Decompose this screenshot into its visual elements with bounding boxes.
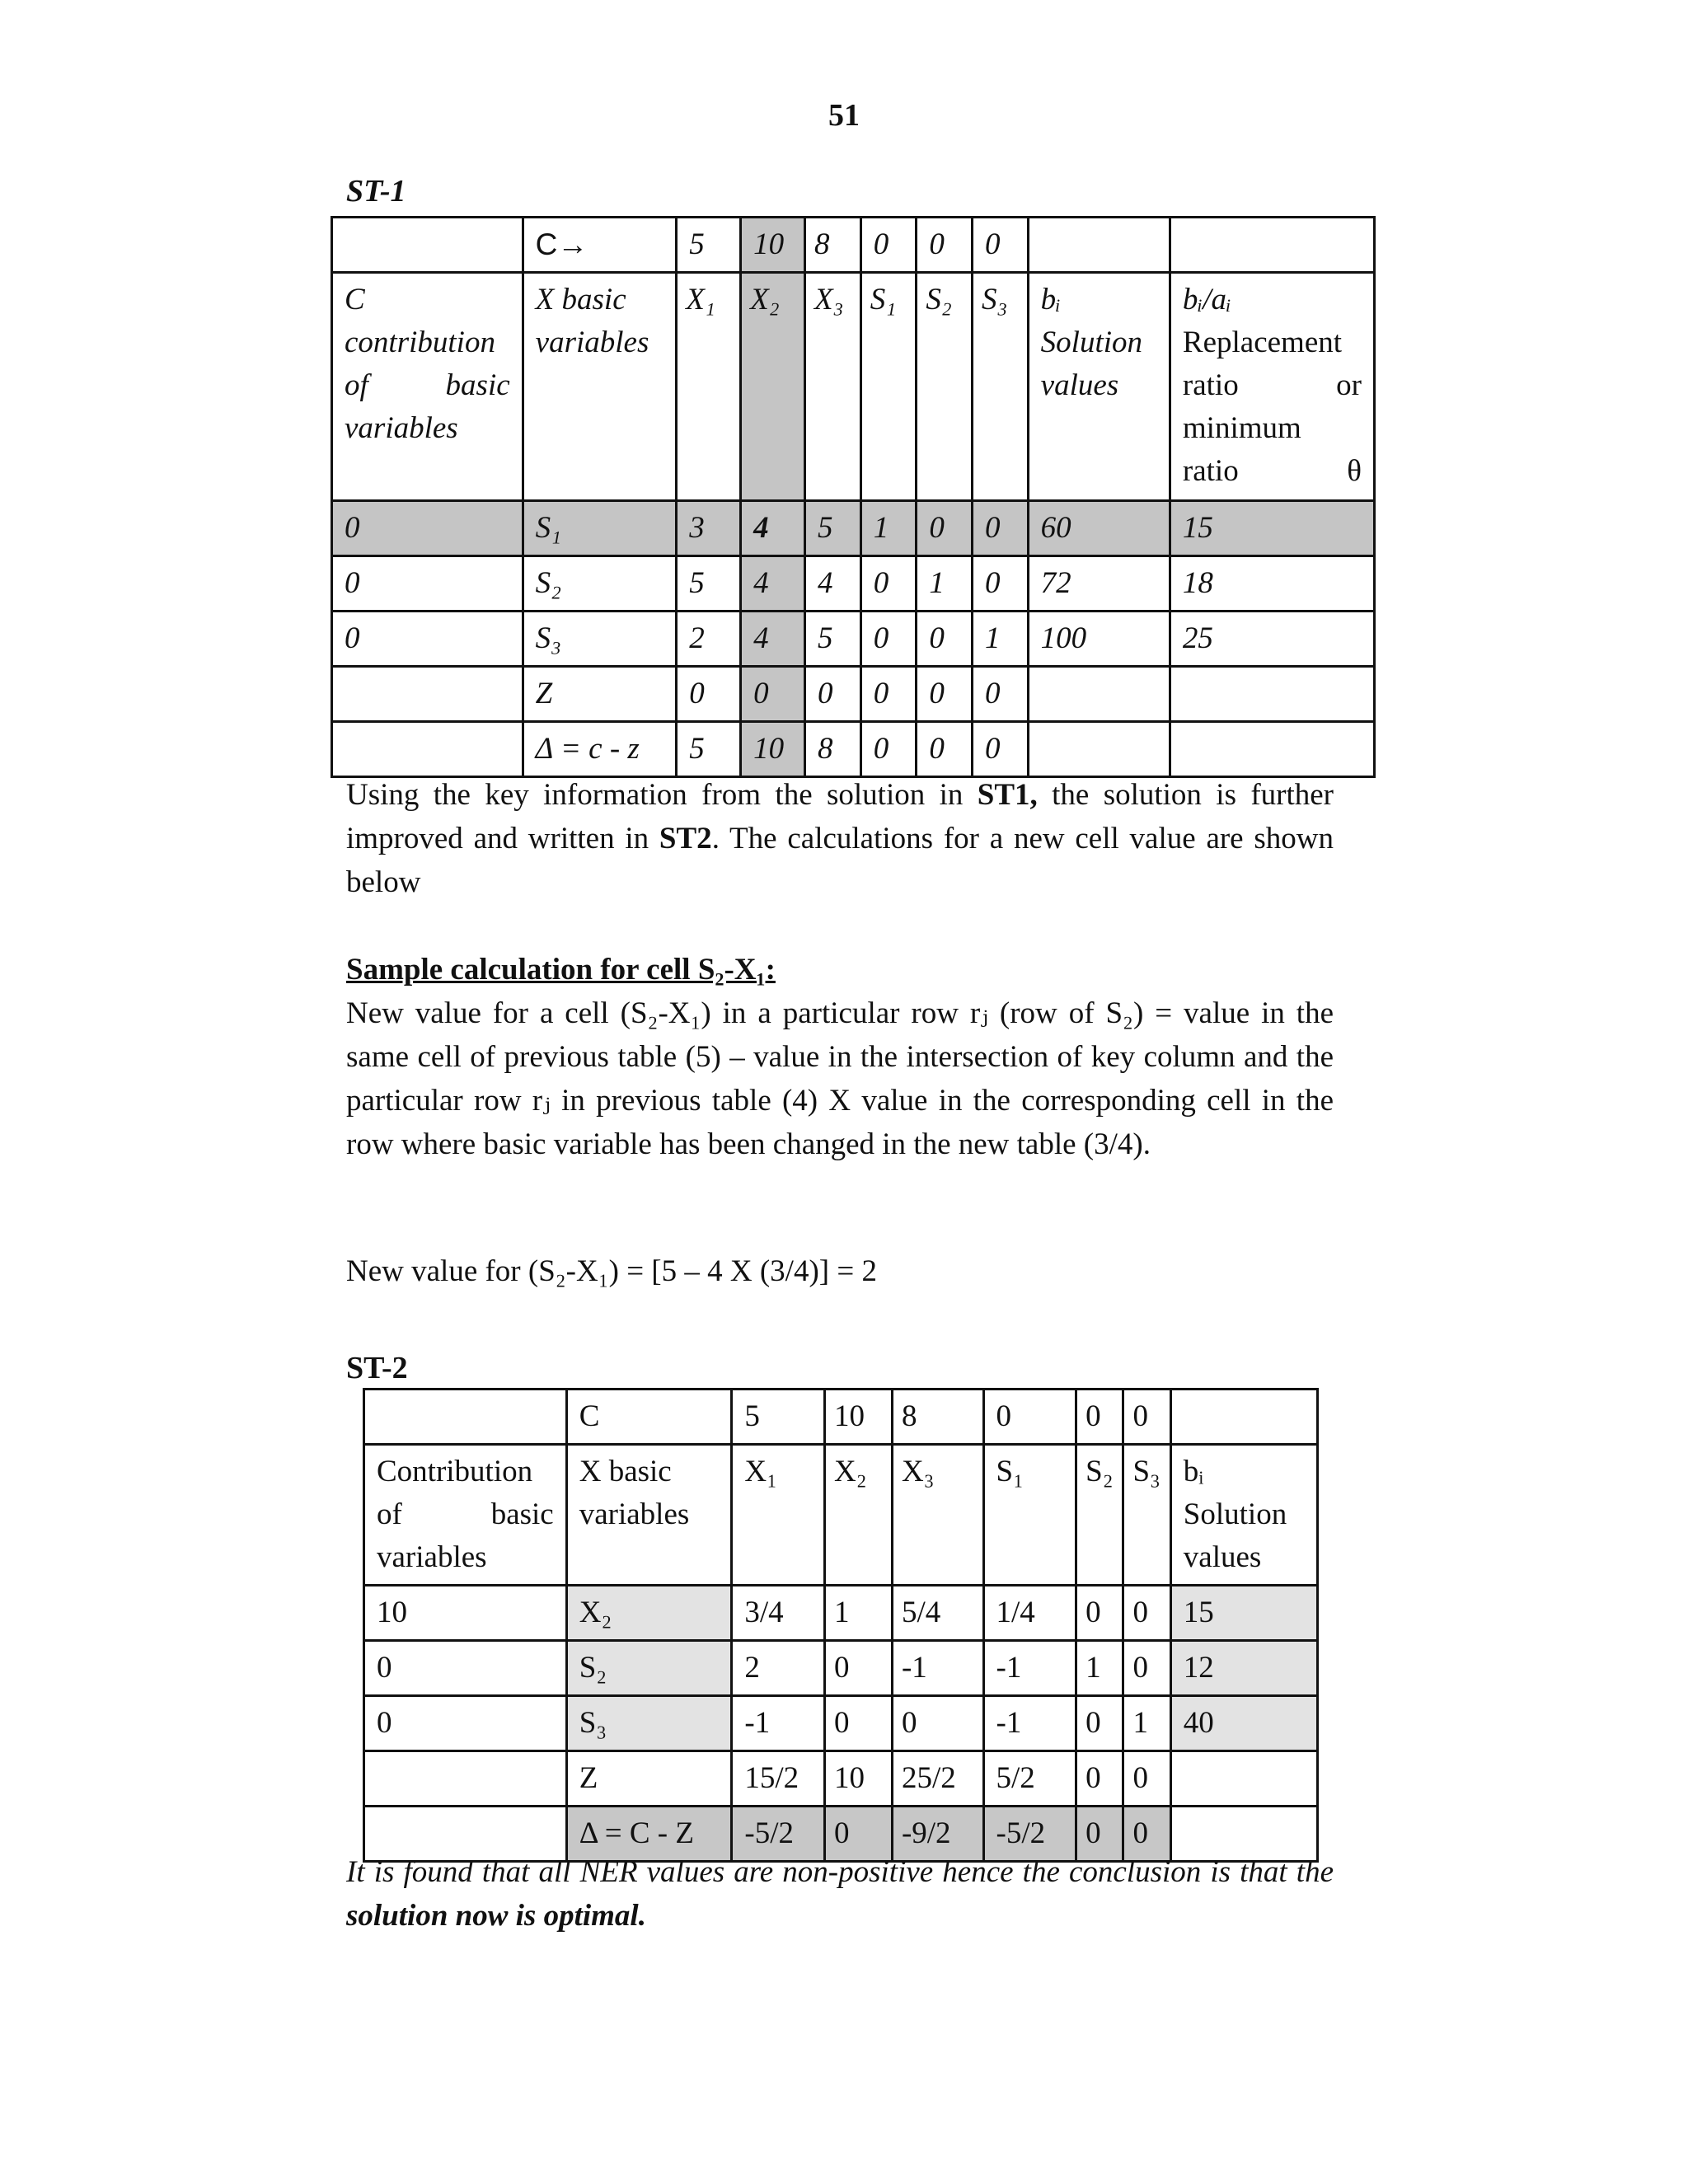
st1-header-var: X₁ <box>677 273 741 501</box>
st1-row-c: 0 <box>332 556 523 612</box>
st2-row-basis: S₃ <box>566 1696 732 1751</box>
st1-header-solution-values: bᵢ Solution values <box>1028 273 1170 501</box>
st2-row-value: 2 <box>732 1641 825 1696</box>
st1-empty-cell <box>1028 218 1170 273</box>
st1-c-value: 0 <box>860 218 917 273</box>
st1-c-value: 0 <box>973 218 1029 273</box>
st2-header-solution-values: bᵢ Solution values <box>1170 1445 1317 1586</box>
st1-delta-value: 10 <box>741 722 805 777</box>
para1-bold-st2: ST2 <box>659 822 712 855</box>
st2-c-label: C <box>566 1390 732 1445</box>
st2-c-row <box>364 1390 1318 1445</box>
st1-row-value: 0 <box>973 556 1029 612</box>
st1-header-var: S₂ <box>917 273 973 501</box>
st1-header-ratio <box>1170 273 1374 501</box>
st1-header-var: X₂ <box>741 273 805 501</box>
conclusion-text: It is found that all NER values are non-positive hence the conclusion is that the <box>346 1855 1334 1889</box>
conclusion-bold: solution now is optimal. <box>346 1899 646 1933</box>
st2-row-value: 0 <box>1076 1696 1123 1751</box>
st2-header-var: X₁ <box>732 1445 825 1586</box>
st1-delta-value: 0 <box>917 722 973 777</box>
st2-header-var: S₃ <box>1123 1445 1170 1586</box>
st1-row-value: 2 <box>677 612 741 667</box>
paragraph-sample-calculation: New value for a cell (S₂-X₁) in a particular row rⱼ (row of S₂) = value in the same cell of previous table (5) – value in the intersection of key column and the particular row rⱼ in previous table (4) X value in the corresponding cell in the row where basic variable has been changed in the new table (3/4). <box>346 996 1334 1161</box>
st1-row-c: 0 <box>332 501 523 556</box>
st2-row-value: 1 <box>1076 1641 1123 1696</box>
st1-row-ratio: 15 <box>1170 501 1374 556</box>
st2-header-var: S₂ <box>1076 1445 1123 1586</box>
st2-c-value: 8 <box>892 1390 983 1445</box>
st1-empty-cell <box>332 218 523 273</box>
st2-row-value: -1 <box>983 1696 1076 1751</box>
st1-c-value: 5 <box>677 218 741 273</box>
st2-row-value: 0 <box>825 1696 893 1751</box>
st2-z-value: 10 <box>825 1751 893 1807</box>
st2-row-value: 3/4 <box>732 1586 825 1641</box>
st1-row-b: 100 <box>1028 612 1170 667</box>
st2-delta-label: Δ = C - Z <box>566 1807 732 1862</box>
st2-row-value: 1/4 <box>983 1586 1076 1641</box>
st2-delta-value: -9/2 <box>892 1807 983 1862</box>
st1-c-row <box>332 218 1375 273</box>
st1-z-value: 0 <box>741 667 805 722</box>
st2-row-value: 1 <box>1123 1696 1170 1751</box>
st1-delta-row <box>332 722 1375 777</box>
st2-empty-cell <box>364 1390 567 1445</box>
st2-row-b: 12 <box>1170 1641 1317 1696</box>
st2-delta-value: -5/2 <box>983 1807 1076 1862</box>
st1-row-c: 0 <box>332 612 523 667</box>
st1-header-row <box>332 273 1375 501</box>
st1-row <box>332 556 1375 612</box>
st1-row-value: 0 <box>860 612 917 667</box>
para1-text-c: . The calculations for a new cell value are shown below <box>346 822 1334 899</box>
st2-header-contribution: Contribution of basic variables <box>364 1445 567 1586</box>
st1-empty-cell <box>1170 722 1374 777</box>
st2-row-basis: X₂ <box>566 1586 732 1641</box>
page-number: 51 <box>828 98 860 133</box>
st2-row-value: 5/4 <box>892 1586 983 1641</box>
st1-table <box>331 216 1376 778</box>
st1-header-ratio-formula: bᵢ/aᵢ <box>1182 283 1231 316</box>
st2-delta-value: 0 <box>1123 1807 1170 1862</box>
st2-z-label: Z <box>566 1751 732 1807</box>
st2-row-value: 0 <box>892 1696 983 1751</box>
st2-row-value: -1 <box>892 1641 983 1696</box>
st2-empty-cell <box>1170 1390 1317 1445</box>
paragraph-using-key-info <box>346 773 1334 904</box>
st1-row-ratio: 25 <box>1170 612 1374 667</box>
para1-bold-st1: ST1, <box>977 778 1038 812</box>
paragraph-conclusion <box>346 1850 1334 1938</box>
st2-z-value: 25/2 <box>892 1751 983 1807</box>
st1-row-value: 1 <box>973 612 1029 667</box>
st2-row-b: 40 <box>1170 1696 1317 1751</box>
st1-row-value: 0 <box>917 501 973 556</box>
st2-c-value: 0 <box>1076 1390 1123 1445</box>
st1-z-value: 0 <box>805 667 861 722</box>
st1-row-value: 4 <box>805 556 861 612</box>
st1-label: ST-1 <box>346 174 406 209</box>
st1-delta-value: 0 <box>973 722 1029 777</box>
st1-empty-cell <box>332 722 523 777</box>
st1-header-contribution: C contribution of basic variables <box>332 273 523 501</box>
st1-empty-cell <box>1028 722 1170 777</box>
st1-z-label: Z <box>523 667 677 722</box>
st1-delta-value: 5 <box>677 722 741 777</box>
st1-row-value: 5 <box>677 556 741 612</box>
st2-row-value: 0 <box>1123 1641 1170 1696</box>
st2-c-value: 0 <box>1123 1390 1170 1445</box>
st2-row-c: 0 <box>364 1641 567 1696</box>
st1-key-element: 4 <box>741 501 805 556</box>
st2-row-value: -1 <box>983 1641 1076 1696</box>
st2-z-row <box>364 1751 1318 1807</box>
st2-c-value: 5 <box>732 1390 825 1445</box>
st1-z-value: 0 <box>917 667 973 722</box>
st1-key-row <box>332 501 1375 556</box>
para1-text-a: Using the key information from the solution in <box>346 778 978 812</box>
st2-c-value: 0 <box>983 1390 1076 1445</box>
st1-empty-cell <box>1170 667 1374 722</box>
st1-header-var: S₃ <box>973 273 1029 501</box>
st2-row-value: 0 <box>1076 1586 1123 1641</box>
st2-header-row <box>364 1445 1318 1586</box>
st1-delta-value: 0 <box>860 722 917 777</box>
para1-text-b: the solution is further improved and written in <box>346 778 1334 855</box>
st1-row-basis: S₁ <box>523 501 677 556</box>
paragraph-new-value-formula: New value for (S₂-X₁) = [5 – 4 X (3/4)] = 2 <box>346 1254 877 1288</box>
st2-row-b: 15 <box>1170 1586 1317 1641</box>
st1-row-value: 1 <box>917 556 973 612</box>
st1-row-value: 5 <box>805 612 861 667</box>
st2-z-value: 15/2 <box>732 1751 825 1807</box>
st1-row-value: 1 <box>860 501 917 556</box>
st1-header-var: X₃ <box>805 273 861 501</box>
st1-row-value: 0 <box>860 556 917 612</box>
st1-row-value: 4 <box>741 612 805 667</box>
sample-calculation-heading: Sample calculation for cell S₂-X₁: <box>346 953 776 987</box>
st2-header-var: X₂ <box>825 1445 893 1586</box>
st1-header-basic-variables: X basic variables <box>523 273 677 501</box>
st1-row-b: 72 <box>1028 556 1170 612</box>
st1-delta-value: 8 <box>805 722 861 777</box>
st2-row <box>364 1586 1318 1641</box>
st1-z-row <box>332 667 1375 722</box>
st1-empty-cell <box>1170 218 1374 273</box>
st2-row-c: 0 <box>364 1696 567 1751</box>
st1-z-value: 0 <box>677 667 741 722</box>
st1-empty-cell <box>332 667 523 722</box>
st1-c-arrow: C→ <box>523 218 677 273</box>
st1-z-value: 0 <box>860 667 917 722</box>
st2-z-value: 0 <box>1123 1751 1170 1807</box>
st1-empty-cell <box>1028 667 1170 722</box>
st2-row-value: 0 <box>1123 1586 1170 1641</box>
st1-c-value: 10 <box>741 218 805 273</box>
st2-delta-value: 0 <box>1076 1807 1123 1862</box>
st2-row-value: 1 <box>825 1586 893 1641</box>
st1-z-value: 0 <box>973 667 1029 722</box>
st2-z-value: 0 <box>1076 1751 1123 1807</box>
st2-row-basis: S₂ <box>566 1641 732 1696</box>
st1-c-value: 0 <box>917 218 973 273</box>
st1-c-value: 8 <box>805 218 861 273</box>
st2-header-var: S₁ <box>983 1445 1076 1586</box>
st1-row-value: 4 <box>741 556 805 612</box>
st2-z-value: 5/2 <box>983 1751 1076 1807</box>
st2-delta-value: -5/2 <box>732 1807 825 1862</box>
st1-row-ratio: 18 <box>1170 556 1374 612</box>
st2-empty-cell <box>364 1751 567 1807</box>
st1-row-basis: S₂ <box>523 556 677 612</box>
st2-header-var: X₃ <box>892 1445 983 1586</box>
st2-c-value: 10 <box>825 1390 893 1445</box>
st2-table <box>363 1388 1319 1863</box>
st1-row-basis: S₃ <box>523 612 677 667</box>
st1-row-value: 5 <box>805 501 861 556</box>
st2-row-value: 0 <box>825 1641 893 1696</box>
st2-row <box>364 1696 1318 1751</box>
st2-row-c: 10 <box>364 1586 567 1641</box>
st1-row-b: 60 <box>1028 501 1170 556</box>
st1-delta-label: Δ = c - z <box>523 722 677 777</box>
st1-header-var: S₁ <box>860 273 917 501</box>
st2-header-basic-variables: X basic variables <box>566 1445 732 1586</box>
st1-row-value: 3 <box>677 501 741 556</box>
st2-empty-cell <box>1170 1751 1317 1807</box>
st2-delta-value: 0 <box>825 1807 893 1862</box>
st2-label: ST-2 <box>346 1351 408 1385</box>
st2-row-value: -1 <box>732 1696 825 1751</box>
st2-row <box>364 1641 1318 1696</box>
st1-row-value: 0 <box>973 501 1029 556</box>
st1-row-value: 0 <box>917 612 973 667</box>
st1-row <box>332 612 1375 667</box>
st1-header-ratio-text: Replacement ratio or minimum ratio θ <box>1182 326 1362 488</box>
